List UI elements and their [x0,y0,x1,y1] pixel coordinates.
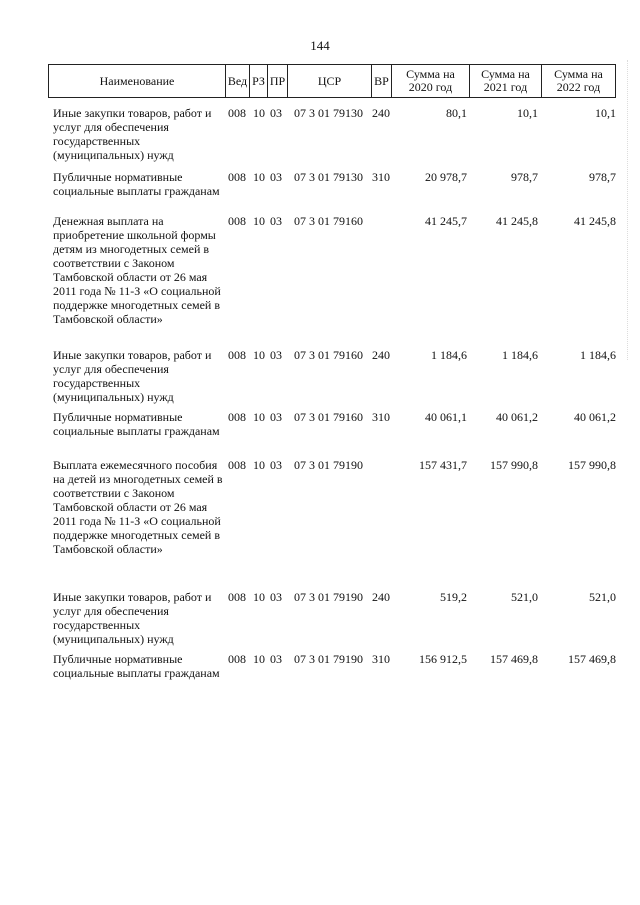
row-ved: 008 [228,652,246,666]
row-ved: 008 [228,106,246,120]
header-sum-2021: Сумма на 2021 год [469,65,541,97]
row-vr: 310 [372,170,390,184]
header-rz: РЗ [249,65,267,97]
row-ved: 008 [228,590,246,604]
row-csr: 07 3 01 79130 [294,170,363,184]
scan-edge-mark [627,60,638,360]
row-csr: 07 3 01 79160 [294,410,363,424]
row-rz: 10 [253,590,265,604]
row-csr: 07 3 01 79160 [294,214,363,228]
row-rz: 10 [253,106,265,120]
row-rz: 10 [253,410,265,424]
row-sum-2021: 521,0 [511,590,538,604]
row-sum-2022: 41 245,8 [574,214,616,228]
row-sum-2022: 157 469,8 [568,652,616,666]
row-vr: 310 [372,652,390,666]
row-ved: 008 [228,458,246,472]
row-name: Публичные нормативные социальные выплаты гражданам [53,652,220,680]
row-ved: 008 [228,410,246,424]
header-name: Наименование [99,73,175,88]
row-vr: 240 [372,106,390,120]
row-sum-2020: 519,2 [440,590,467,604]
row-ved: 008 [228,214,246,228]
row-vr: 240 [372,348,390,362]
row-sum-2020: 40 061,1 [425,410,467,424]
row-name: Иные закупки товаров, работ и услуг для обеспечения государственных (муниципальных) нужд [53,106,212,162]
header-sum-2022: Сумма на 2022 год [541,65,615,97]
row-pr: 03 [270,410,282,424]
row-sum-2021: 40 061,2 [496,410,538,424]
row-sum-2022: 521,0 [589,590,616,604]
row-rz: 10 [253,214,265,228]
table-header [48,64,616,98]
header-vr: ВР [371,65,391,97]
row-vr: 240 [372,590,390,604]
row-sum-2022: 1 184,6 [580,348,616,362]
row-ved: 008 [228,348,246,362]
row-sum-2020: 41 245,7 [425,214,467,228]
row-name: Публичные нормативные социальные выплаты гражданам [53,410,220,438]
row-csr: 07 3 01 79160 [294,348,363,362]
row-pr: 03 [270,214,282,228]
row-sum-2021: 10,1 [517,106,538,120]
header-csr: ЦСР [287,65,371,97]
page-number: 144 [310,38,330,53]
row-csr: 07 3 01 79130 [294,106,363,120]
row-sum-2021: 1 184,6 [502,348,538,362]
row-csr: 07 3 01 79190 [294,590,363,604]
row-sum-2022: 157 990,8 [568,458,616,472]
row-sum-2020: 80,1 [446,106,467,120]
row-rz: 10 [253,348,265,362]
row-rz: 10 [253,458,265,472]
row-sum-2022: 10,1 [595,106,616,120]
row-pr: 03 [270,348,282,362]
row-ved: 008 [228,170,246,184]
row-rz: 10 [253,170,265,184]
row-sum-2022: 978,7 [589,170,616,184]
row-sum-2020: 20 978,7 [425,170,467,184]
row-csr: 07 3 01 79190 [294,652,363,666]
row-name: Иные закупки товаров, работ и услуг для обеспечения государственных (муниципальных) нужд [53,348,212,404]
header-sum-2020: Сумма на 2020 год [391,65,469,97]
row-pr: 03 [270,590,282,604]
row-name: Выплата ежемесячного пособия на детей из многодетных семей в соответствии с Законом Тамбовской области от 26 мая 2011 года № 11-З «О социальной поддержке многодетных семей в Тамбовской области» [53,458,223,556]
row-vr: 310 [372,410,390,424]
row-name: Денежная выплата на приобретение школьной формы детям из многодетных семей в соответствии с Законом Тамбовской области от 26 мая 2011 года № 11-З «О социальной поддержке многодетных семей в Тамбовской области» [53,214,221,326]
header-pr: ПР [267,65,287,97]
row-rz: 10 [253,652,265,666]
row-pr: 03 [270,652,282,666]
row-sum-2020: 156 912,5 [419,652,467,666]
row-sum-2022: 40 061,2 [574,410,616,424]
header-ved: Вед [225,65,249,97]
row-sum-2020: 157 431,7 [419,458,467,472]
row-sum-2021: 978,7 [511,170,538,184]
row-sum-2021: 41 245,8 [496,214,538,228]
row-sum-2021: 157 990,8 [490,458,538,472]
row-sum-2020: 1 184,6 [431,348,467,362]
row-name: Публичные нормативные социальные выплаты гражданам [53,170,220,198]
row-pr: 03 [270,458,282,472]
row-csr: 07 3 01 79190 [294,458,363,472]
row-pr: 03 [270,170,282,184]
row-sum-2021: 157 469,8 [490,652,538,666]
row-pr: 03 [270,106,282,120]
row-name: Иные закупки товаров, работ и услуг для обеспечения государственных (муниципальных) нужд [53,590,212,646]
